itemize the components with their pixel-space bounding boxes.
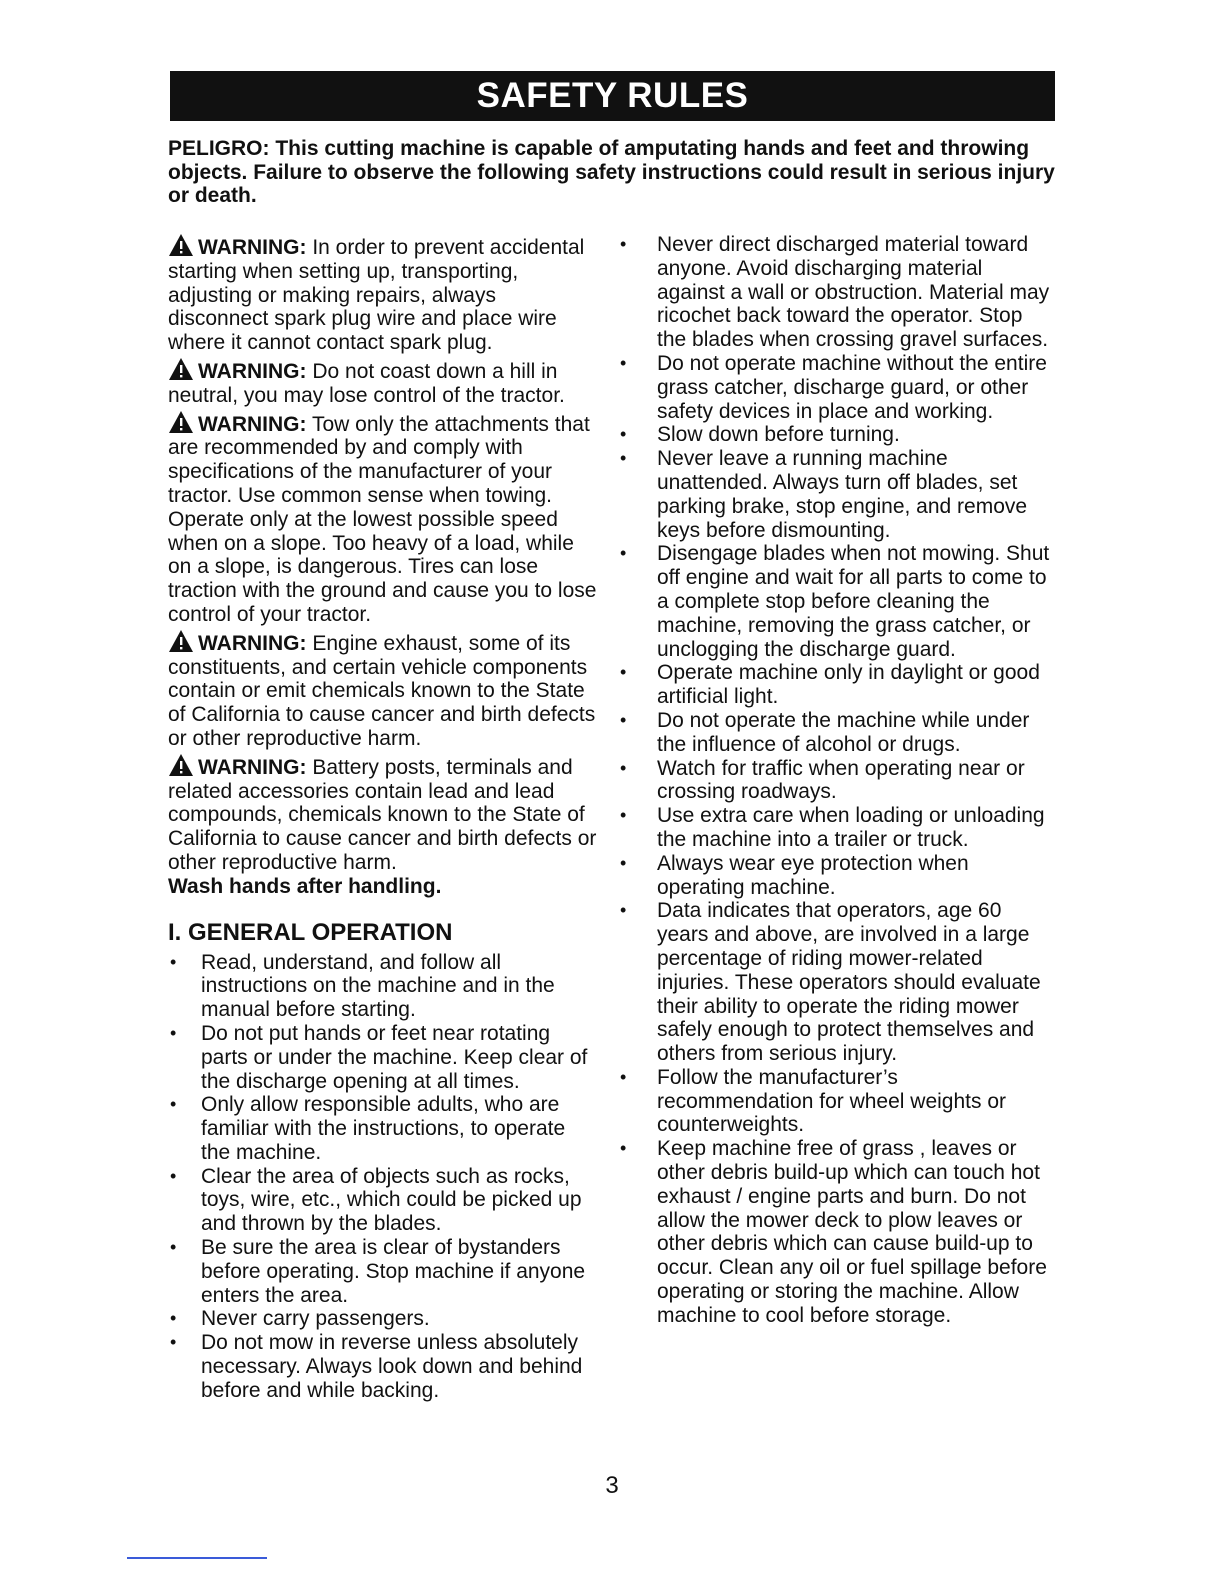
list-item: • Disengage blades when not mowing. Shut off engine and wait for all parts to come to a complete stop before cleaning the machine, removing the grass catcher, or unclogging the discharge guard.	[620, 542, 1055, 661]
list-item: • Read, understand, and follow all instructions on the machine and in the manual before starting.	[168, 951, 600, 1022]
list-item: • Data indicates that operators, age 60 years and above, are involved in a large percentage of riding mower-related injuries. These operators should evaluate their ability to operate the riding mower safely enough to protect themselves and others from serious injury.	[620, 899, 1055, 1066]
warning-triangle-icon	[168, 629, 198, 653]
list-item: • Always wear eye protection when operating machine.	[620, 852, 1055, 900]
warning-triangle-icon	[168, 233, 198, 257]
list-item: • Follow the manufacturer’s recommendation for wheel weights or counterweights.	[620, 1066, 1055, 1137]
list-item: • Do not operate the machine while under the influence of alcohol or drugs.	[620, 709, 1055, 757]
list-item: • Do not put hands or feet near rotating parts or under the machine. Keep clear of the discharge opening at all times.	[168, 1022, 600, 1093]
list-item: • Only allow responsible adults, who are familiar with the instructions, to operate the machine.	[168, 1093, 600, 1164]
warning-triangle-icon	[168, 357, 198, 381]
warning-label: WARNING:	[198, 631, 307, 655]
list-item: • Operate machine only in daylight or good artificial light.	[620, 661, 1055, 709]
danger-notice: PELIGRO: This cutting machine is capable of amputating hands and feet and throwing objects. Failure to observe the following safety instructions could result in serious injury or death.	[168, 137, 1055, 207]
list-item: • Never direct discharged material toward anyone. Avoid discharging material against a wall or obstruction. Material may ricochet back toward the operator. Stop the blades when crossing gravel surfaces.	[620, 233, 1055, 352]
warning-paragraph	[168, 357, 600, 408]
list-item: • Do not mow in reverse unless absolutely necessary. Always look down and behind before and while backing.	[168, 1331, 600, 1402]
warning-paragraph	[168, 629, 600, 751]
left-bullet-list	[168, 951, 600, 1403]
warning-triangle-icon	[168, 410, 198, 434]
warning-text: Battery posts, terminals and related accessories contain lead and lead compounds, chemicals known to the State of California to cause cancer and birth defects or other reproductive harm.	[168, 755, 597, 874]
warning-paragraph	[168, 233, 600, 355]
warning-paragraph	[168, 410, 600, 627]
warning-triangle-icon	[168, 753, 198, 777]
left-column	[168, 233, 600, 1403]
page-title-bar	[170, 71, 1055, 121]
warning-text: Do not coast down a hill in neutral, you may lose control of the tractor.	[168, 359, 565, 407]
list-item: • Slow down before turning.	[620, 423, 1055, 447]
warning-paragraph	[168, 753, 600, 899]
warning-label: WARNING:	[198, 755, 307, 779]
list-item: • Watch for traffic when operating near or crossing roadways.	[620, 757, 1055, 805]
list-item: • Be sure the area is clear of bystanders before operating. Stop machine if anyone enters the area.	[168, 1236, 600, 1307]
footer-divider	[127, 1557, 267, 1559]
list-item: • Never carry passengers.	[168, 1307, 600, 1331]
warning-label: WARNING:	[198, 236, 307, 259]
right-column	[620, 233, 1055, 1328]
section-heading: I. GENERAL OPERATION	[168, 918, 453, 946]
page-number: 3	[605, 1472, 619, 1499]
list-item: • Keep machine free of grass , leaves or other debris build-up which can touch hot exhaust / engine parts and burn. Do not allow the mower deck to plow leaves or other debris which can cause build-up to occur. Clean any oil or fuel spillage before operating or storing the machine. Allow machine to cool before storage.	[620, 1137, 1055, 1327]
list-item: • Do not operate machine without the entire grass catcher, discharge guard, or other safety devices in place and working.	[620, 352, 1055, 423]
right-bullet-list	[620, 233, 1055, 1328]
warning-text: Engine exhaust, some of its constituents, and certain vehicle components contain or emit chemicals known to the State of California to cause cancer and birth defects or other reproductive harm.	[168, 631, 596, 750]
warning-label: WARNING:	[198, 359, 307, 383]
warning-label: WARNING:	[198, 412, 307, 436]
warning-text: In order to prevent accidental starting when setting up, transporting, adjusting or making repairs, always disconnect spark plug wire and place wire where it cannot contact spark plug.	[168, 236, 585, 355]
page-title: SAFETY RULES	[476, 76, 749, 115]
wash-hands-note: Wash hands after handling.	[168, 874, 442, 898]
list-item: • Clear the area of objects such as rocks, toys, wire, etc., which could be picked up and thrown by the blades.	[168, 1165, 600, 1236]
warning-text: Tow only the attachments that are recommended by and comply with specifications of the manufacturer of your tractor. Use common sense when towing. Operate only at the lowest possible speed when on a slope. Too heavy of a load, while on a slope, is dangerous. Tires can lose traction with the ground and cause you to lose control of your tractor.	[168, 412, 597, 626]
list-item: • Use extra care when loading or unloading the machine into a trailer or truck.	[620, 804, 1055, 852]
list-item: • Never leave a running machine unattended. Always turn off blades, set parking brake, stop engine, and remove keys before dismounting.	[620, 447, 1055, 542]
